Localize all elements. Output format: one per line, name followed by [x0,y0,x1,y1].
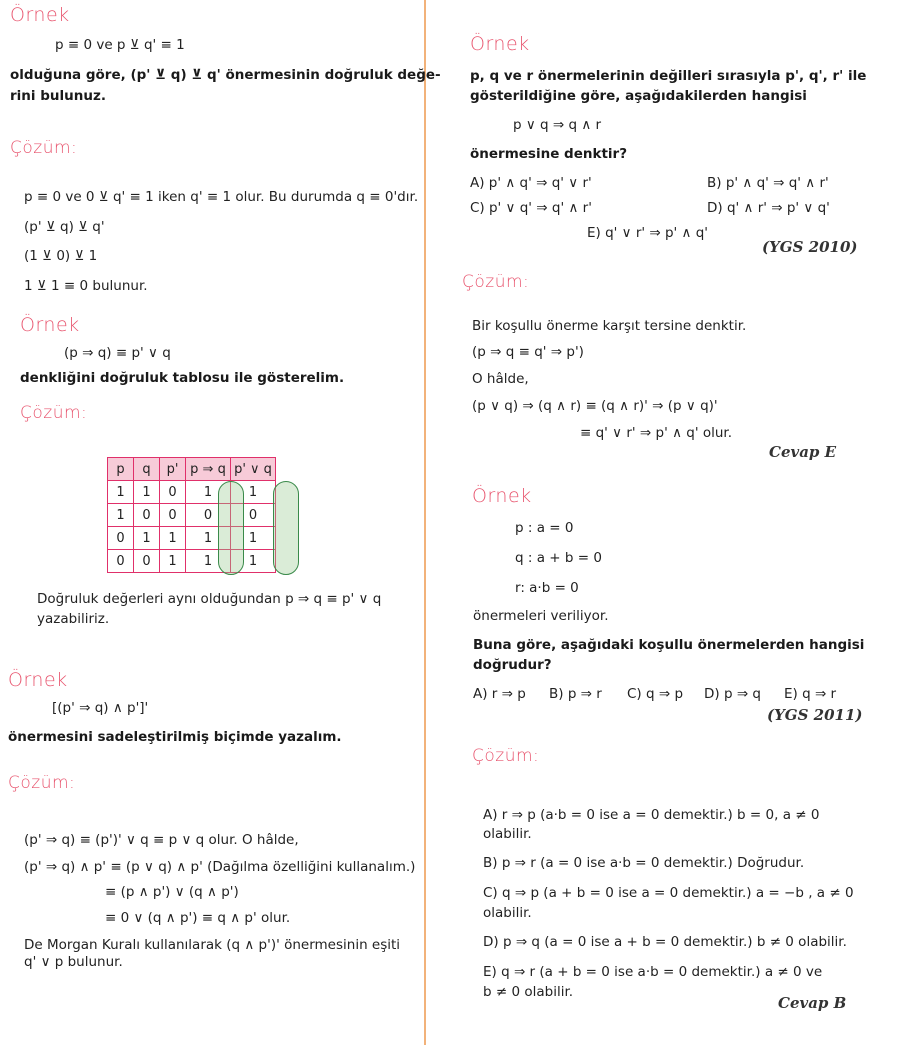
example-1-heading: Örnek [10,4,70,26]
example-1-solution-heading: Çözüm: [10,138,78,158]
example-5-heading: Örnek [472,485,532,507]
example-1-question-line2: rini bulunuz. [10,88,106,104]
example-4-option-a: A) p' ∧ q' ⇒ q' ∨ r' [470,175,592,191]
truth-table-header: p' ∨ q [231,458,276,481]
example-3-solution-line6: q' ∨ p bulunur. [24,954,123,970]
example-5-option-a: A) r ⇒ p [473,686,526,702]
example-3-solution-line3: ≡ (p ∧ p') ∨ (q ∧ p') [105,884,239,900]
truth-table-header: q [134,458,160,481]
truth-table-row [108,481,276,504]
truth-table-cell: 1 [108,504,134,527]
example-3-solution-line1: (p' ⇒ q) ≡ (p')' ∨ q ≡ p ∨ q olur. O hâlde, [24,832,299,848]
example-4-heading: Örnek [470,33,530,55]
truth-table-cell: 0 [134,504,160,527]
truth-table-cell: 1 [231,527,276,550]
example-4-option-c: C) p' ∨ q' ⇒ q' ∧ r' [470,200,592,216]
truth-table-cell: 0 [108,550,134,573]
example-5-solution-e-line2: b ≠ 0 olabilir. [483,984,574,1000]
truth-table-header: p ⇒ q [186,458,231,481]
example-3-solution-line4: ≡ 0 ∨ (q ∧ p') ≡ q ∧ p' olur. [105,910,291,926]
truth-table-cell: 1 [186,481,231,504]
example-4-option-b: B) p' ∧ q' ⇒ q' ∧ r' [707,175,829,191]
example-5-premise-p: p : a = 0 [515,520,574,536]
truth-table-cell: 1 [231,550,276,573]
truth-table-header-row [108,458,276,481]
truth-table-header: p [108,458,134,481]
truth-table-header: p' [160,458,186,481]
example-4-solution-line3: O hâlde, [472,371,529,387]
truth-table-row [108,527,276,550]
truth-table-cell: 1 [231,481,276,504]
example-3-solution-line5: De Morgan Kuralı kullanılarak (q ∧ p')' önermesinin eşiti [24,937,401,953]
truth-table-cell: 1 [108,481,134,504]
truth-table-cell: 0 [160,481,186,504]
example-4-solution-line5: ≡ q' ∨ r' ⇒ p' ∧ q' olur. [580,425,732,441]
example-4-option-d: D) q' ∧ r' ⇒ p' ∨ q' [707,200,830,216]
example-5-solution-d: D) p ⇒ q (a = 0 ise a + b = 0 demektir.) b ≠ 0 olabilir. [483,934,847,950]
truth-table-cell: 1 [186,550,231,573]
highlight-oval-not-p-or-q [273,481,299,575]
example-1-question-line1: olduğuna göre, (p' ⊻ q) ⊻ q' önermesinin doğruluk değe- [10,67,441,83]
truth-table-cell: 0 [108,527,134,550]
example-5-solution-b: B) p ⇒ r (a = 0 ise a·b = 0 demektir.) Doğrudur. [483,855,805,871]
truth-table-row [108,550,276,573]
example-4-question-line1: p, q ve r önermelerinin değilleri sırasıyla p', q', r' ile [470,68,867,84]
example-2-solution-heading: Çözüm: [20,403,88,423]
example-5-answer: Cevap B [778,994,847,1012]
example-1-solution-line3: (1 ⊻ 0) ⊻ 1 [24,248,98,264]
example-4-question-line2: gösterildiğine göre, aşağıdakilerden hangisi [470,88,807,104]
example-5-option-d: D) p ⇒ q [704,686,761,702]
example-4-solution-line1: Bir koşullu önerme karşıt tersine denktir. [472,318,747,334]
highlight-oval-p-implies-q [218,481,244,575]
example-5-option-b: B) p ⇒ r [549,686,602,702]
example-1-given: p ≡ 0 ve p ⊻ q' ≡ 1 [55,37,185,53]
example-1-solution-line4: 1 ⊻ 1 ≡ 0 bulunur. [24,278,148,294]
truth-table-cell: 0 [134,550,160,573]
example-1-solution-line2: (p' ⊻ q) ⊻ q' [24,219,105,235]
example-4-answer: Cevap E [769,443,837,461]
example-2-expression: (p ⇒ q) ≡ p' ∨ q [64,345,171,361]
example-5-source: (YGS 2011) [767,706,863,724]
example-5-option-e: E) q ⇒ r [784,686,837,702]
example-4-question-line3: önermesine denktir? [470,146,628,162]
example-5-question-line2: doğrudur? [473,657,552,673]
example-3-question: önermesini sadeleştirilmiş biçimde yazalım. [8,729,342,745]
example-2-heading: Örnek [20,314,80,336]
example-5-given: önermeleri veriliyor. [473,608,609,624]
example-5-solution-a-line1: A) r ⇒ p (a·b = 0 ise a = 0 demektir.) b = 0, a ≠ 0 [483,807,820,823]
truth-table [107,457,276,573]
example-2-question: denkliğini doğruluk tablosu ile gösterelim. [20,370,345,386]
truth-table-row [108,504,276,527]
truth-table-cell: 1 [160,527,186,550]
truth-table-cell: 1 [134,481,160,504]
example-4-expression: p ∨ q ⇒ q ∧ r [513,117,602,133]
example-5-question-line1: Buna göre, aşağıdaki koşullu önermelerden hangisi [473,637,865,653]
example-5-premise-r: r: a·b = 0 [515,580,579,596]
truth-table-cell: 0 [231,504,276,527]
example-5-premise-q: q : a + b = 0 [515,550,602,566]
example-1-solution-line1: p ≡ 0 ve 0 ⊻ q' ≡ 1 iken q' ≡ 1 olur. Bu durumda q ≡ 0'dır. [24,189,419,205]
example-5-solution-heading: Çözüm: [472,746,540,766]
example-5-solution-e-line1: E) q ⇒ r (a + b = 0 ise a·b = 0 demektir.) a ≠ 0 ve [483,964,823,980]
example-5-solution-c-line1: C) q ⇒ p (a + b = 0 ise a = 0 demektir.) a = −b , a ≠ 0 [483,885,854,901]
example-3-heading: Örnek [8,669,68,691]
example-5-option-c: C) q ⇒ p [627,686,684,702]
truth-table-cell: 1 [186,527,231,550]
truth-table-cell: 0 [160,504,186,527]
example-4-solution-heading: Çözüm: [462,272,530,292]
example-4-solution-line4: (p ∨ q) ⇒ (q ∧ r) ≡ (q ∧ r)' ⇒ (p ∨ q)' [472,398,718,414]
truth-table-cell: 1 [134,527,160,550]
example-5-solution-a-line2: olabilir. [483,826,532,842]
example-3-expression: [(p' ⇒ q) ∧ p']' [52,700,149,716]
example-2-conclusion-line2: yazabiliriz. [37,611,110,627]
example-2-conclusion-line1: Doğruluk değerleri aynı olduğundan p ⇒ q ≡ p' ∨ q [37,591,382,607]
example-3-solution-heading: Çözüm: [8,773,76,793]
example-5-solution-c-line2: olabilir. [483,905,532,921]
example-4-solution-line2: (p ⇒ q ≡ q' ⇒ p') [472,344,584,360]
column-divider [424,0,426,1045]
truth-table-cell: 1 [160,550,186,573]
example-4-source: (YGS 2010) [762,238,858,256]
example-3-solution-line2: (p' ⇒ q) ∧ p' ≡ (p ∨ q) ∧ p' (Dağılma özelliğini kullanalım.) [24,859,416,875]
example-4-option-e: E) q' ∨ r' ⇒ p' ∧ q' [587,225,709,241]
truth-table-cell: 0 [186,504,231,527]
